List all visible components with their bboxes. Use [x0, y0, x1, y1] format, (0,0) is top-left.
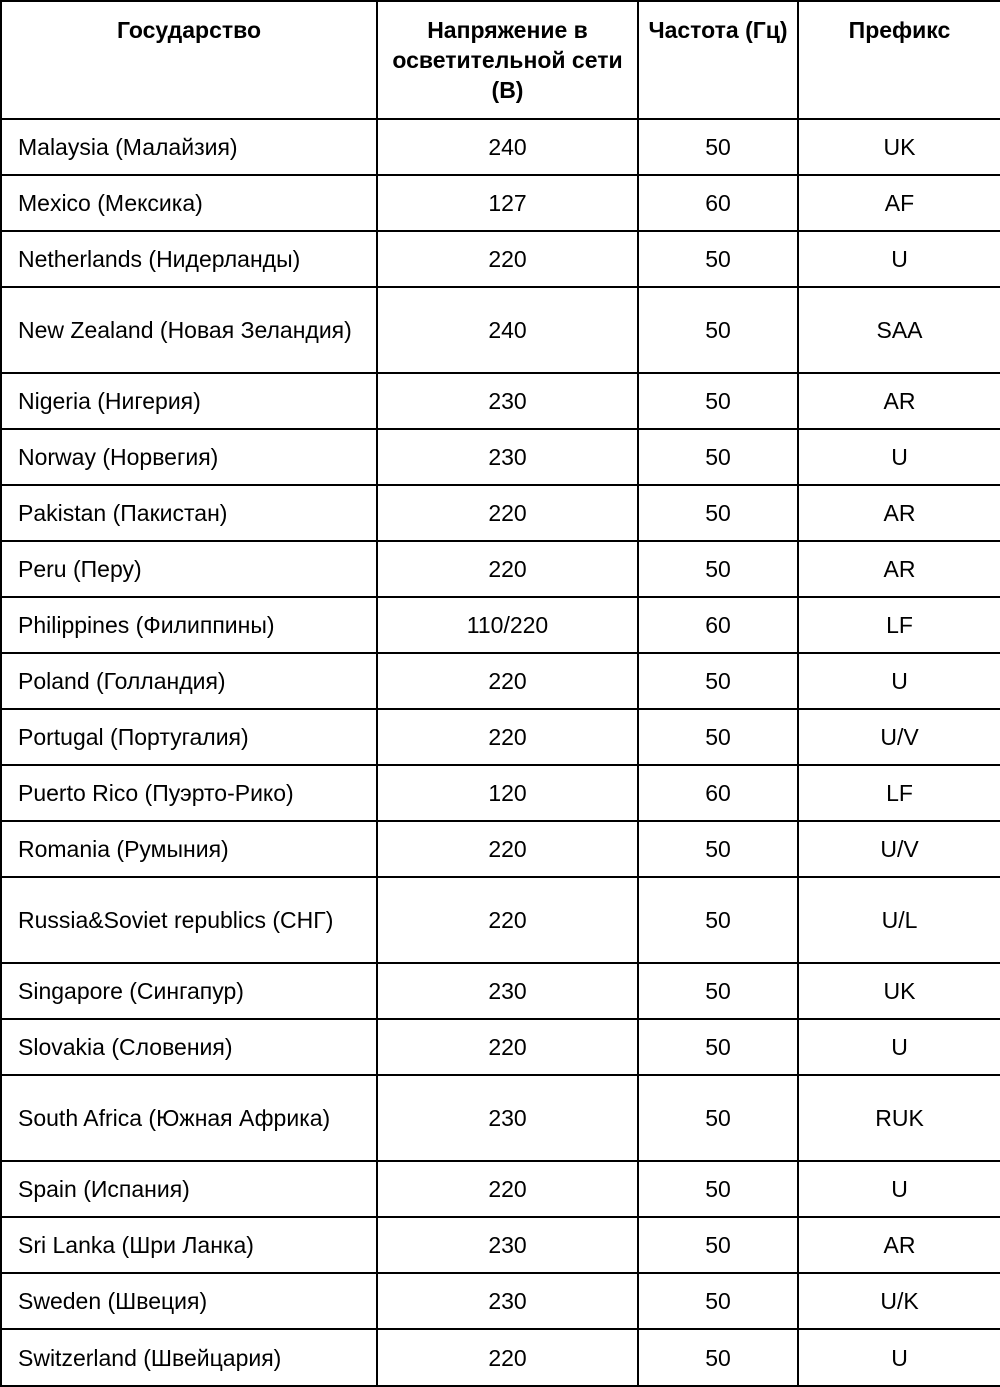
table-row: [1, 231, 1000, 287]
table-row: [1, 963, 1000, 1019]
cell-voltage: 110/220: [377, 597, 638, 653]
cell-voltage: 230: [377, 963, 638, 1019]
cell-prefix: U/V: [798, 709, 1000, 765]
cell-voltage: 230: [377, 373, 638, 429]
cell-prefix: U/L: [798, 877, 1000, 963]
cell-voltage: 220: [377, 1019, 638, 1075]
cell-voltage: 240: [377, 119, 638, 175]
cell-voltage: 220: [377, 709, 638, 765]
table-row: [1, 429, 1000, 485]
cell-prefix: UK: [798, 119, 1000, 175]
cell-prefix: U: [798, 1161, 1000, 1217]
cell-voltage: 230: [377, 1075, 638, 1161]
cell-frequency: 50: [638, 429, 798, 485]
cell-voltage: 220: [377, 231, 638, 287]
header-frequency: Частота (Гц): [638, 1, 798, 119]
table-row: [1, 485, 1000, 541]
cell-prefix: AR: [798, 1217, 1000, 1273]
table-row: [1, 1217, 1000, 1273]
cell-country: Poland (Голландия): [1, 653, 377, 709]
cell-voltage: 230: [377, 1273, 638, 1329]
cell-country: Switzerland (Швейцария): [1, 1329, 377, 1386]
cell-country: Malaysia (Малайзия): [1, 119, 377, 175]
cell-frequency: 50: [638, 963, 798, 1019]
cell-prefix: U/V: [798, 821, 1000, 877]
cell-country: Puerto Rico (Пуэрто-Рико): [1, 765, 377, 821]
cell-frequency: 50: [638, 1019, 798, 1075]
table-row: [1, 1019, 1000, 1075]
cell-voltage: 230: [377, 429, 638, 485]
cell-prefix: U: [798, 429, 1000, 485]
cell-prefix: AF: [798, 175, 1000, 231]
cell-voltage: 220: [377, 821, 638, 877]
cell-frequency: 50: [638, 1273, 798, 1329]
cell-prefix: AR: [798, 541, 1000, 597]
table-row: [1, 1329, 1000, 1386]
table-row: [1, 821, 1000, 877]
cell-prefix: RUK: [798, 1075, 1000, 1161]
cell-country: Portugal (Португалия): [1, 709, 377, 765]
cell-frequency: 50: [638, 1161, 798, 1217]
cell-prefix: UK: [798, 963, 1000, 1019]
cell-voltage: 220: [377, 653, 638, 709]
cell-frequency: 50: [638, 877, 798, 963]
cell-prefix: U/K: [798, 1273, 1000, 1329]
cell-country: Sweden (Швеция): [1, 1273, 377, 1329]
cell-voltage: 220: [377, 541, 638, 597]
cell-country: Philippines (Филиппины): [1, 597, 377, 653]
cell-voltage: 220: [377, 1329, 638, 1386]
cell-frequency: 50: [638, 231, 798, 287]
cell-prefix: SAA: [798, 287, 1000, 373]
table-row: [1, 119, 1000, 175]
table-row: [1, 1273, 1000, 1329]
cell-frequency: 60: [638, 175, 798, 231]
cell-country: Pakistan (Пакистан): [1, 485, 377, 541]
header-prefix: Префикс: [798, 1, 1000, 119]
cell-voltage: 230: [377, 1217, 638, 1273]
cell-prefix: U: [798, 653, 1000, 709]
cell-country: Netherlands (Нидерланды): [1, 231, 377, 287]
cell-country: Sri Lanka (Шри Ланка): [1, 1217, 377, 1273]
table-row: [1, 373, 1000, 429]
cell-country: New Zealand (Новая Зеландия): [1, 287, 377, 373]
cell-prefix: AR: [798, 373, 1000, 429]
cell-country: Norway (Норвегия): [1, 429, 377, 485]
cell-frequency: 50: [638, 287, 798, 373]
cell-prefix: U: [798, 231, 1000, 287]
table-row: [1, 1161, 1000, 1217]
table-row: [1, 709, 1000, 765]
table-row: [1, 765, 1000, 821]
cell-voltage: 240: [377, 287, 638, 373]
table-row: [1, 541, 1000, 597]
cell-frequency: 50: [638, 1329, 798, 1386]
cell-prefix: LF: [798, 765, 1000, 821]
cell-frequency: 50: [638, 1075, 798, 1161]
header-voltage: Напряжение в осветительной сети (В): [377, 1, 638, 119]
cell-frequency: 50: [638, 119, 798, 175]
header-country: Государство: [1, 1, 377, 119]
cell-frequency: 50: [638, 541, 798, 597]
cell-voltage: 220: [377, 877, 638, 963]
cell-country: Slovakia (Словения): [1, 1019, 377, 1075]
cell-prefix: U: [798, 1329, 1000, 1386]
cell-frequency: 50: [638, 485, 798, 541]
table-row: [1, 175, 1000, 231]
table-row: [1, 877, 1000, 963]
cell-frequency: 60: [638, 765, 798, 821]
cell-country: South Africa (Южная Африка): [1, 1075, 377, 1161]
cell-frequency: 60: [638, 597, 798, 653]
cell-frequency: 50: [638, 821, 798, 877]
header-row: [1, 1, 1000, 119]
cell-country: Spain (Испания): [1, 1161, 377, 1217]
cell-prefix: U: [798, 1019, 1000, 1075]
cell-frequency: 50: [638, 709, 798, 765]
cell-voltage: 220: [377, 1161, 638, 1217]
cell-prefix: AR: [798, 485, 1000, 541]
cell-country: Russia&Soviet republics (СНГ): [1, 877, 377, 963]
cell-voltage: 220: [377, 485, 638, 541]
table-row: [1, 287, 1000, 373]
cell-country: Peru (Перу): [1, 541, 377, 597]
cell-frequency: 50: [638, 1217, 798, 1273]
cell-voltage: 120: [377, 765, 638, 821]
cell-country: Mexico (Мексика): [1, 175, 377, 231]
cell-frequency: 50: [638, 653, 798, 709]
table-row: [1, 1075, 1000, 1161]
cell-country: Singapore (Сингапур): [1, 963, 377, 1019]
table-row: [1, 597, 1000, 653]
cell-prefix: LF: [798, 597, 1000, 653]
cell-voltage: 127: [377, 175, 638, 231]
cell-frequency: 50: [638, 373, 798, 429]
table-row: [1, 653, 1000, 709]
cell-country: Romania (Румыния): [1, 821, 377, 877]
cell-country: Nigeria (Нигерия): [1, 373, 377, 429]
